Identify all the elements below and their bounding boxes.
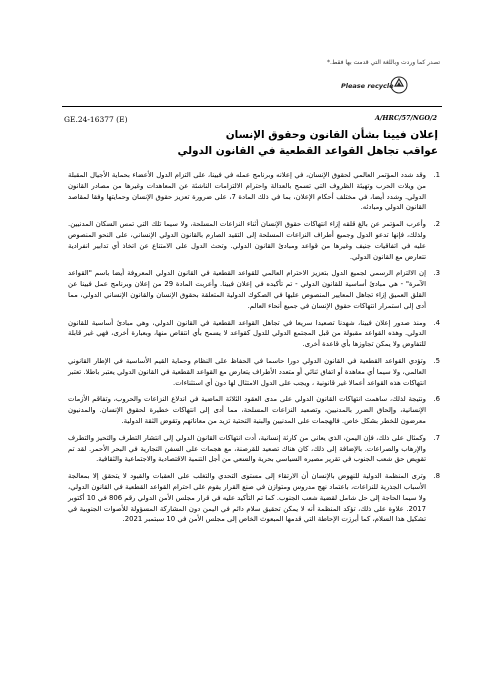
title-line-1: إعلان فيينا بشأن القانون وحقوق الإنسان <box>225 129 438 141</box>
header-rule <box>62 106 442 107</box>
doc-number: GE.24-16377 (E) <box>64 115 128 124</box>
doc-symbol: A/HRC/57/NGO/2 <box>375 114 437 122</box>
paragraph-text: وأعرب المؤتمر عن بالغ قلقه إزاء انتهاكات حقوق الإنسان أثناء النزاعات المسلحة، ولا سيما تلك التي تمس السكان المدنيين. ولذلك، فإنها تدعو الدول وجميع أطراف النزاعات المسلحة إلى التقيد الصارم بالقانون الدولي الإنساني، على النحو المنصوص عليه في اتفاقيات جنيف وغيرها من قواعد ومبادئ القانون الدولي. وتحث الدول على الامتناع عن اتخاذ أي تدابير انفرادية تتعارض مع القانون الدولي. <box>68 220 426 261</box>
title-line-2: عواقب تجاهل القواعد القطعية في القانون الدولي <box>177 145 438 157</box>
paragraph-number: 2. <box>433 220 440 229</box>
paragraph-number: 7. <box>433 433 440 442</box>
paragraph <box>68 219 440 262</box>
body-paragraphs <box>68 170 440 531</box>
paragraph <box>68 268 440 311</box>
paragraph <box>68 318 440 350</box>
paragraph <box>68 433 440 465</box>
paragraph-number: 4. <box>433 318 440 327</box>
paragraph-text: ونتيجة لذلك، ساهمت انتهاكات القانون الدولي على مدى العقود الثلاثة الماضية في اندلاع النزاعات والحروب، وتفاقم الأزمات الإنسانية، وإلحاق الضرر بالمدنيين، وتصعيد النزاعات المسلحة، مما أدى إلى انتهاكات خطيرة لحقوق الإنسان. والمدنيون معرضون للخطر بشكل خاص. فالهجمات على المدنيين والبنية التحتية تزيد من معاناتهم وتقوض الثقة الدولية. <box>68 395 426 425</box>
translation-note <box>324 59 440 66</box>
paragraph <box>68 471 440 525</box>
paragraph-text: وتؤدي القواعد القطعية في القانون الدولي دورا حاسما في الحفاظ على النظام وحماية القيم الأساسية في الإطار القانوني العالمي، ولا سيما أي معاهدة أو اتفاق ثنائي أو متعدد الأطراف يتعارض مع القواعد القطعية في القانون الدولي يعتبر باطلا. تعتبر انتهاكات هذه القواعد أعمالا غير قانونية ، ويجب على الدول الامتثال لها دون أي استثناءات. <box>68 356 426 387</box>
paragraph-text: إن الالتزام الرسمي لجميع الدول بتعزيز الاحترام العالمي للقواعد القطعية في القانون الدولي المعروفة أيضا باسم "القواعد الآمرة" - هي مبادئ أساسية للقانون الدولي - تم تأكيده في إعلان فيينا. وأعربت المادة 29 من إعلان وبرنامج عمل فيينا عن القلق العميق إزاء تجاهل المعايير المنصوص عليها في الصكوك الدولية المتعلقة بحقوق الإنسان والقانون الإنساني الدولي، مما أدى إلى استمرار انتهاكات حقوق الإنسان في جميع أنحاء العالم. <box>68 269 426 310</box>
paragraph-number: 8. <box>433 472 440 481</box>
paragraph <box>68 356 440 388</box>
paragraph-number: 3. <box>433 269 440 278</box>
paragraph-text: ومنذ صدور إعلان فيينا، شهدنا تصعيدا سريعا في تجاهل القواعد القطعية في القانون الدولي، وهي مبادئ أساسية للقانون الدولي. وهذه القواعد مقبولة من قبل المجتمع الدولي للدول كقواعد لا يسمح بأي انتقاص منها، وبعبارة أخرى، فهي غير قابلة للتفاوض ولا يمكن تجاوزها بأي قاعدة أخرى. <box>68 318 426 349</box>
paragraph <box>68 394 440 426</box>
note-marker: * <box>326 59 330 66</box>
recycle-icon <box>390 76 408 94</box>
paragraph-number: 1. <box>433 171 440 179</box>
paragraph <box>68 170 440 213</box>
paragraph-number: 6. <box>433 395 440 404</box>
recycle-label: Please recycle <box>341 82 394 90</box>
paragraph-text: وكمثال على ذلك، فإن اليمن، الذي يعاني من كارثة إنسانية، أدت انتهاكات القانون الدولي إلى انتشار التطرف والتحيز والتطرف والإرهاب والصراعات. بالإضافة إلى ذلك، كان هناك تصعيد للقرصنة، مع هجمات على السفن التجارية في البحر الأحمر. لقد تم تقويض حق شعب الجنوب في تقرير مصيره السياسي بحرية والسعي من أجل التنمية الاقتصادية والاجتماعية والثقافية. <box>68 433 426 464</box>
paragraph-number: 5. <box>433 356 440 365</box>
paragraph-text: وقد شدد المؤتمر العالمي لحقوق الإنسان، في إعلانه وبرنامج عمله في فيينا، على التزام الدول الأعضاء بحماية الأجيال المقبلة من ويلات الحرب وتهيئة الظروف التي تسمح بالعدالة واحترام الالتزامات الناشئة عن المعاهدات وغيرها من مصادر القانون الدولي. وشدد أيضا، في مختلف أحكام الإعلان، بما في ذلك المادة 7، على ضرورة تعزيز حقوق الإنسان وحمايتها وفقا لمقاصد القانون الدولي ومبادئه. <box>68 171 426 212</box>
paragraph-text: وترى المنظمة الدولية للنهوض بالإنسان أن الارتقاء إلى مستوى التحدي والتغلب على العقبات والقيود لا يتحقق إلا بمعالجة الأسباب الجذرية للنزاعات، باعتماد نهج مدروس ومتوازن في صنع القرار يقوم على احترام القواعد القطعية في القانون الدولي، ولا سيما الحاجة إلى حل شامل لقضية شعب الجنوب. كما تم التأكيد عليه في قرار مجلس الأمن الدولي رقم 806 في 10 أكتوبر 2017. علاوة على ذلك، تؤكد المنظمة أنه لا يمكن تحقيق سلام دائم في اليمن دون المشاركة المسؤولة للأصوات الجنوبية في تشكيل هذا السلام، كما أبرزت الإحاطة التي قدمها المبعوث الخاص إلى مجلس الأمن في 10 سبتمبر 2021. <box>67 472 426 524</box>
note-text: تصدر كما وردت وباللغة التي قدمت بها فقط. <box>329 59 440 66</box>
